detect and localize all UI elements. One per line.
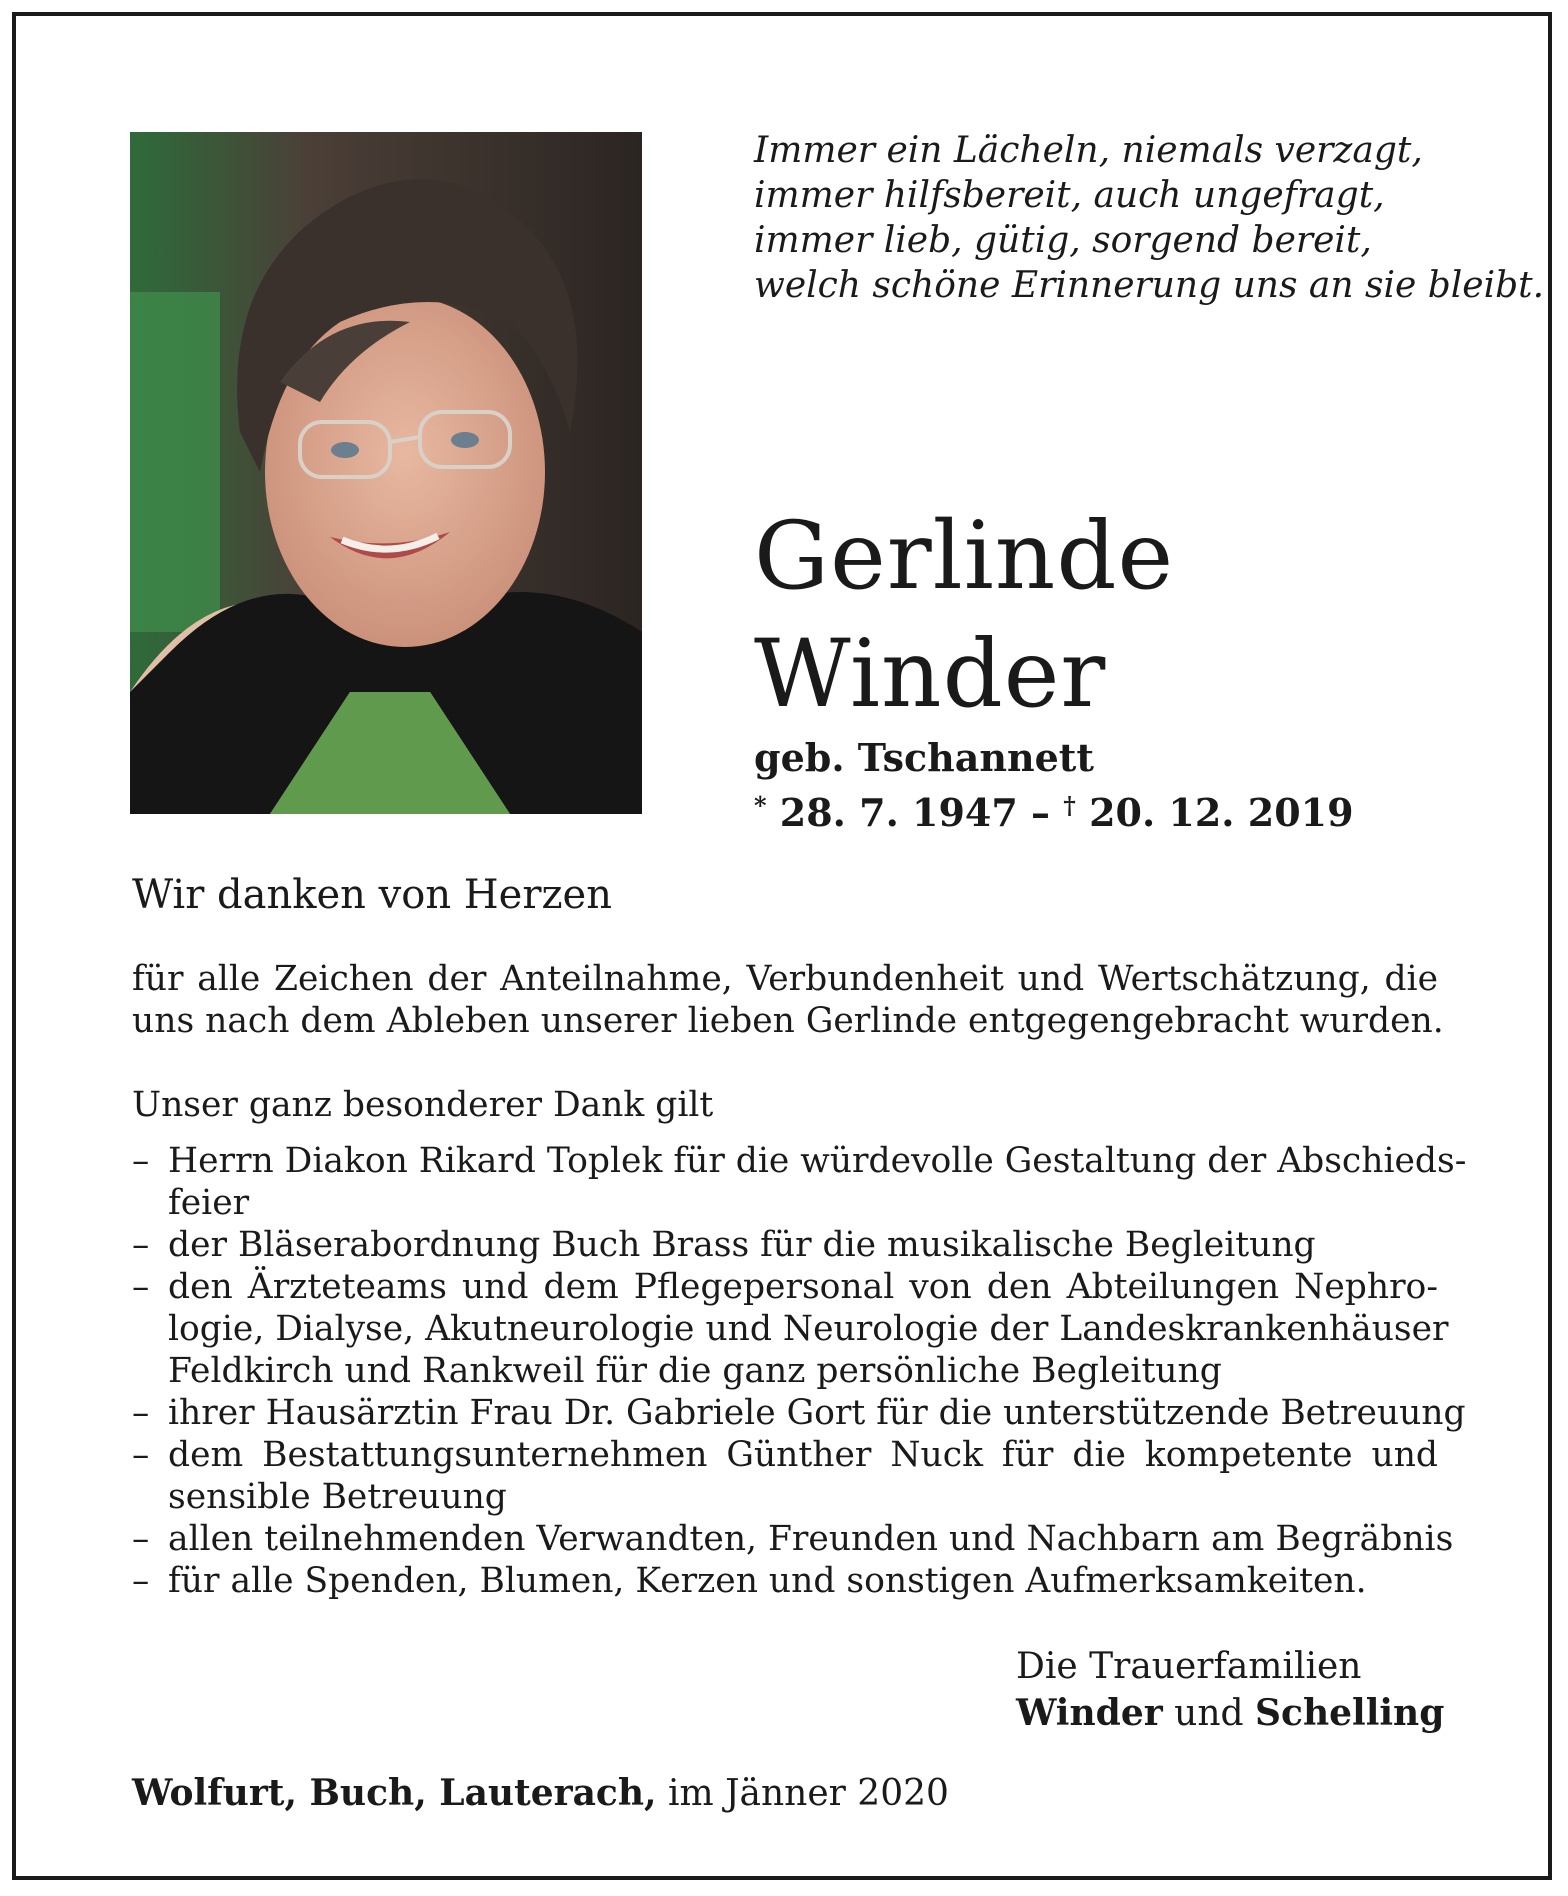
signature xyxy=(1016,1644,1444,1737)
list-item-line: Feldkirch und Rankweil für die ganz persönliche Begleitung xyxy=(168,1351,1222,1391)
paragraph-line: uns nach dem Ableben unserer lieben Gerlinde entgegengebracht wurden. xyxy=(132,1001,1444,1041)
birth-name: geb. Tschannett xyxy=(754,735,1094,780)
signature-families xyxy=(1016,1690,1444,1737)
date-separator: – xyxy=(1031,790,1051,835)
list-item xyxy=(132,1518,1454,1560)
thanks-heading: Wir danken von Herzen xyxy=(132,872,612,918)
birth-death-info xyxy=(754,734,1354,837)
list-item xyxy=(132,1140,1467,1224)
list-dash: – xyxy=(132,1519,150,1559)
list-item xyxy=(132,1434,1438,1518)
death-date: 20. 12. 2019 xyxy=(1089,790,1354,835)
deceased-name xyxy=(754,498,1174,734)
list-item-line: ihrer Hausärztin Frau Dr. Gabriele Gort für die unterstützende Betreuung xyxy=(168,1393,1466,1433)
last-name: Winder xyxy=(754,620,1107,729)
list-item-line: dem Bestattungsunternehmen Günther Nuck für die kompetente und xyxy=(168,1435,1438,1475)
signature-line: Die Trauerfamilien xyxy=(1016,1646,1362,1687)
list-dash: – xyxy=(132,1141,150,1181)
list-item xyxy=(132,1392,1466,1434)
first-name: Gerlinde xyxy=(754,502,1175,611)
list-item-line: den Ärzteteams und dem Pflegepersonal von den Abteilungen Nephro- xyxy=(168,1267,1438,1307)
birth-date: 28. 7. 1947 xyxy=(779,790,1018,835)
portrait-image xyxy=(130,132,642,814)
family-name: Schelling xyxy=(1255,1692,1445,1734)
list-item xyxy=(132,1224,1438,1266)
poem-line: Immer ein Lächeln, niemals verzagt, xyxy=(754,130,1423,171)
list-dash: – xyxy=(132,1561,150,1601)
list-item-line: allen teilnehmenden Verwandten, Freunden und Nachbarn am Begräbnis xyxy=(168,1519,1454,1559)
list-dash: – xyxy=(132,1267,150,1307)
poem-line: welch schöne Erinnerung uns an sie bleibt. xyxy=(754,265,1545,306)
birth-symbol: * xyxy=(754,791,767,820)
list-item-line: feier xyxy=(168,1183,250,1223)
list-dash: – xyxy=(132,1225,150,1265)
place-date xyxy=(132,1770,949,1817)
list-item-line: der Bläserabordnung Buch Brass für die musikalische Begleitung xyxy=(168,1225,1316,1265)
list-dash: – xyxy=(132,1393,150,1433)
list-dash: – xyxy=(132,1435,150,1475)
paragraph-line: für alle Zeichen der Anteilnahme, Verbundenheit und Wertschätzung, die xyxy=(132,959,1438,999)
death-symbol: † xyxy=(1063,791,1076,820)
notice-date: im Jänner 2020 xyxy=(667,1773,949,1814)
thanks-list xyxy=(132,1140,1467,1602)
life-dates xyxy=(754,782,1354,837)
portrait-photo xyxy=(130,132,642,814)
list-item-line: logie, Dialyse, Akutneurologie und Neurologie der Landeskrankenhäuser xyxy=(168,1309,1449,1349)
memorial-poem xyxy=(754,128,1545,308)
list-item xyxy=(132,1560,1438,1602)
place-names: Wolfurt, Buch, Lauterach, xyxy=(132,1772,657,1814)
family-name: Winder xyxy=(1016,1692,1163,1734)
thanks-paragraph xyxy=(132,958,1444,1042)
special-thanks-intro: Unser ganz besonderer Dank gilt xyxy=(132,1085,714,1125)
list-item-line: sensible Betreuung xyxy=(168,1477,507,1517)
list-item-line: Herrn Diakon Rikard Toplek für die würdevolle Gestaltung der Abschieds- xyxy=(168,1141,1467,1181)
list-item-line: für alle Spenden, Blumen, Kerzen und sonstigen Aufmerksamkeiten. xyxy=(168,1561,1367,1601)
signature-conjunction: und xyxy=(1174,1693,1244,1734)
poem-line: immer lieb, gütig, sorgend bereit, xyxy=(754,220,1372,261)
poem-line: immer hilfsbereit, auch ungefragt, xyxy=(754,175,1385,216)
list-item xyxy=(132,1266,1449,1392)
